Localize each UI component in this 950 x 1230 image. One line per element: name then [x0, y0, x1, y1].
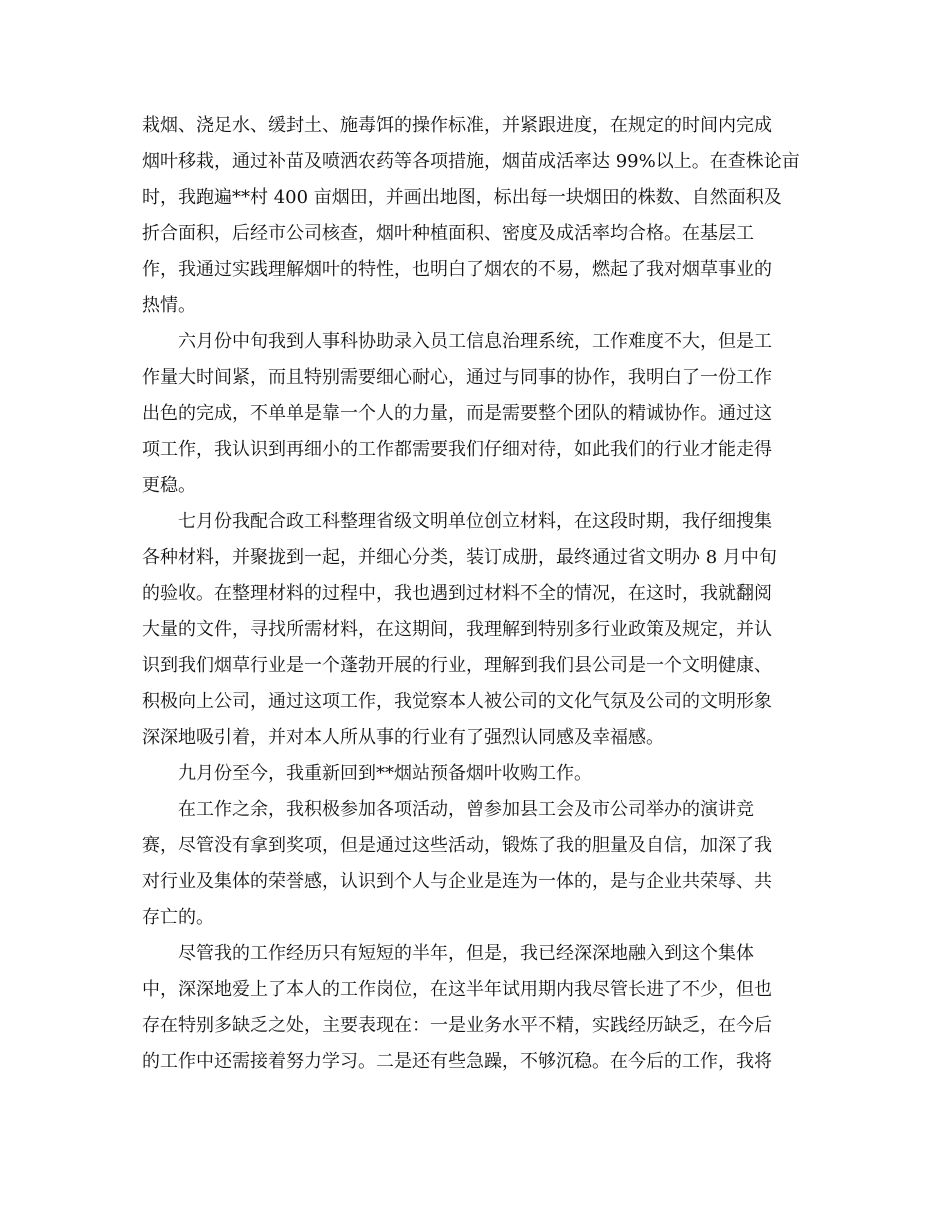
- text-line: 项工作，我认识到再细小的工作都需要我们仔细对待，如此我们的行业才能走得: [142, 439, 772, 460]
- text-line: 存在特别多缺乏之处，主要表现在：一是业务水平不精，实践经历缺乏，在今后: [142, 1015, 772, 1036]
- text-line: 识到我们烟草行业是一个蓬勃开展的行业，理解到我们县公司是一个文明健康、: [142, 655, 772, 676]
- text-line: 折合面积，后经市公司核查，烟叶种植面积、密度及成活率均合格。在基层工: [142, 223, 754, 244]
- paragraph-first-line: 六月份中旬我到人事科协助录入员工信息治理系统，工作难度不大，但是工: [178, 331, 772, 352]
- text-line: 热情。: [142, 295, 196, 316]
- text-line: 栽烟、浇足水、缓封土、施毒饵的操作标准，并紧跟进度，在规定的时间内完成: [142, 115, 772, 136]
- text-line: 作，我通过实践理解烟叶的特性，也明白了烟农的不易，燃起了我对烟草事业的: [142, 259, 772, 280]
- text-line: 的验收。在整理材料的过程中，我也遇到过材料不全的情况，在这时，我就翻阅: [142, 583, 772, 604]
- text-line: 积极向上公司，通过这项工作，我觉察本人被公司的文化气氛及公司的文明形象: [142, 691, 772, 712]
- paragraph-first-line: 尽管我的工作经历只有短短的半年，但是，我已经深深地融入到这个集体: [178, 943, 754, 964]
- text-line: 大量的文件，寻找所需材料，在这期间，我理解到特别多行业政策及规定，并认: [142, 619, 772, 640]
- paragraph-first-line: 七月份我配合政工科整理省级文明单位创立材料，在这段时期，我仔细搜集: [178, 511, 772, 532]
- text-line: 各种材料，并聚拢到一起，并细心分类，装订成册，最终通过省文明办 8 月中旬: [142, 547, 777, 568]
- text-line: 烟叶移栽，通过补苗及喷洒农药等各项措施，烟苗成活率达 99%以上。在查株论亩: [142, 151, 800, 172]
- text-line: 对行业及集体的荣誉感，认识到个人与企业是连为一体的，是与企业共荣辱、共: [142, 871, 772, 892]
- text-line: 出色的完成，不单单是靠一个人的力量，而是需要整个团队的精诚协作。通过这: [142, 403, 772, 424]
- text-line: 赛，尽管没有拿到奖项，但是通过这些活动，锻炼了我的胆量及自信，加深了我: [142, 835, 772, 856]
- text-line: 中，深深地爱上了本人的工作岗位，在这半年试用期内我尽管长进了不少，但也: [142, 979, 772, 1000]
- text-line: 的工作中还需接着努力学习。二是还有些急躁，不够沉稳。在今后的工作，我将: [142, 1051, 772, 1072]
- text-line: 存亡的。: [142, 907, 214, 928]
- paragraph-first-line: 九月份至今，我重新回到**烟站预备烟叶收购工作。: [178, 763, 592, 784]
- paragraph-first-line: 在工作之余，我积极参加各项活动，曾参加县工会及市公司举办的演讲竞: [178, 799, 754, 820]
- text-line: 作量大时间紧，而且特别需要细心耐心，通过与同事的协作，我明白了一份工作: [142, 367, 772, 388]
- text-line: 深深地吸引着，并对本人所从事的行业有了强烈认同感及幸福感。: [142, 727, 664, 748]
- text-line: 时，我跑遍**村 400 亩烟田，并画出地图，标出每一块烟田的株数、自然面积及: [142, 187, 782, 208]
- text-line: 更稳。: [142, 475, 196, 496]
